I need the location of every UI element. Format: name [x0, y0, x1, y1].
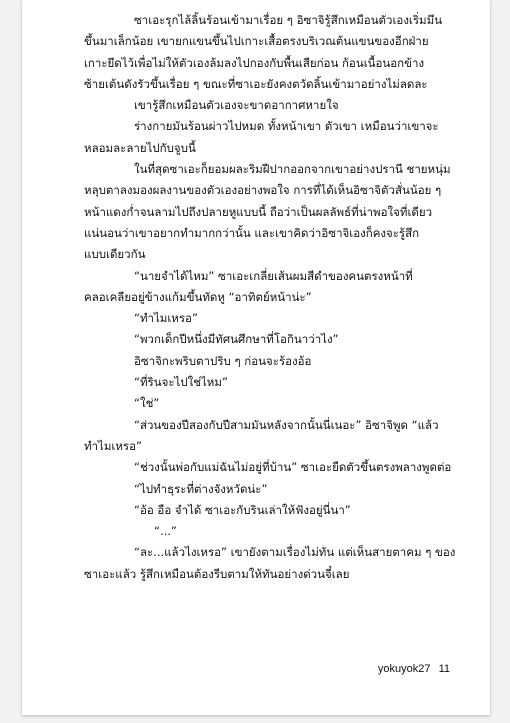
text-line: คลอเคลียอยู่ข้างแก้มขึ้นทัดหู “อาทิตย์หน้าน่ะ”	[84, 289, 312, 304]
text-line: “ทำไมเหรอ”	[134, 311, 198, 326]
text-line: ทำไมเหรอ”	[84, 438, 142, 453]
text-line: แบบเดียวกัน	[84, 247, 146, 262]
text-line: “พวกเด็กปีหนึ่งมีทัศนศึกษาที่โอกินาว่าไง”	[134, 332, 339, 347]
text-line: แน่นอนว่าเขาอยากทำมากกว่านั้น และเขาคิดว่าอิซาจิเองก็คงจะรู้สึก	[84, 225, 420, 240]
text-line: ซาเอะแล้ว รู้สึกเหมือนต้องรีบตามให้ทันอย่างด่วนจี๋เลย	[84, 566, 350, 581]
text-line: ซาเอะรุกไล้ลิ้นร้อนเข้ามาเรื่อย ๆ อิซาจิรู้สึกเหมือนตัวเองเริ่มมึน	[134, 13, 443, 27]
text-line: หลอมละลายไปกับจูบนี้	[84, 140, 196, 155]
text-line: “ช่วงนั้นพ่อกับแม่ฉันไม่อยู่ที่บ้าน” ซาเอะยืดตัวขึ้นตรงพลางพูดต่อ	[134, 460, 452, 475]
text-line: “ที่รินจะไปใช่ไหม”	[134, 375, 228, 390]
text-line: หน้าแดงก่ำจนลามไปถึงปลายหูแบบนี้ ถือว่าเป็นผลลัพธ์ที่น่าพอใจที่เดียว	[84, 204, 433, 219]
text-line: ขึ้นมาเล็กน้อย เขายกแขนขึ้นไปเกาะเสื้อตรงบริเวณต้นแขนของอีกฝ่าย	[84, 34, 429, 49]
text-line: เกาะยึดไว้เพื่อไม่ให้ตัวเองล้มลงไปกองกับพื้นเสียก่อน ก้อนเนื้อนอกข้าง	[84, 55, 425, 70]
footer-author: yokuyok27	[377, 663, 431, 675]
text-line: “นายจำได้ไหม” ซาเอะเกลี่ยเส้นผมสีดำของคนตรงหน้าที่	[134, 268, 413, 283]
text-line: ซ้ายเต้นดังรัวขึ้นเรื่อย ๆ ขณะที่ซาเอะยังคงตวัดลิ้นเข้ามาอย่างไม่ลดละ	[84, 76, 428, 91]
page-number: 11	[438, 663, 450, 675]
text-line: “ไปทำธุระที่ต่างจังหวัดน่ะ”	[134, 481, 268, 496]
document-page	[22, 0, 490, 715]
body-text	[84, 10, 478, 585]
text-line: “ใช่”	[134, 396, 160, 411]
text-line: ในที่สุดซาเอะก็ยอมผละริมฝีปากออกจากเขาอย่างปรานี ชายหนุ่ม	[134, 162, 451, 177]
text-line: “ส่วนของปีสองกับปีสามมันหลังจากนั้นนี่เนอะ” อิซาจิพูด “แล้ว	[134, 417, 439, 432]
text-line: ร่างกายมันร้อนผ่าวไปหมด ทั้งหน้าเขา ตัวเขา เหมือนว่าเขาจะ	[134, 119, 439, 134]
text-line: “ละ...แล้วไงเหรอ” เขายังตามเรื่องไม่ทัน แต่เห็นสายตาคม ๆ ของ	[134, 545, 456, 560]
text-line: หลุบตาลงมองผลงานของตัวเองอย่างพอใจ การที่ได้เห็นอิซาจิตัวสั่นน้อย ๆ	[84, 183, 442, 198]
text-line: เขารู้สึกเหมือนตัวเองจะขาดอากาศหายใจ	[134, 98, 339, 113]
text-line: “อ้อ อือ จำได้ ซาเอะกับรินเล่าให้ฟังอยู่นี่นา”	[134, 502, 351, 517]
text-line: “...”	[154, 524, 177, 539]
page-footer	[378, 663, 450, 675]
text-line: อิซาจิกะพริบตาปริบ ๆ ก่อนจะร้องอ้อ	[134, 353, 312, 368]
